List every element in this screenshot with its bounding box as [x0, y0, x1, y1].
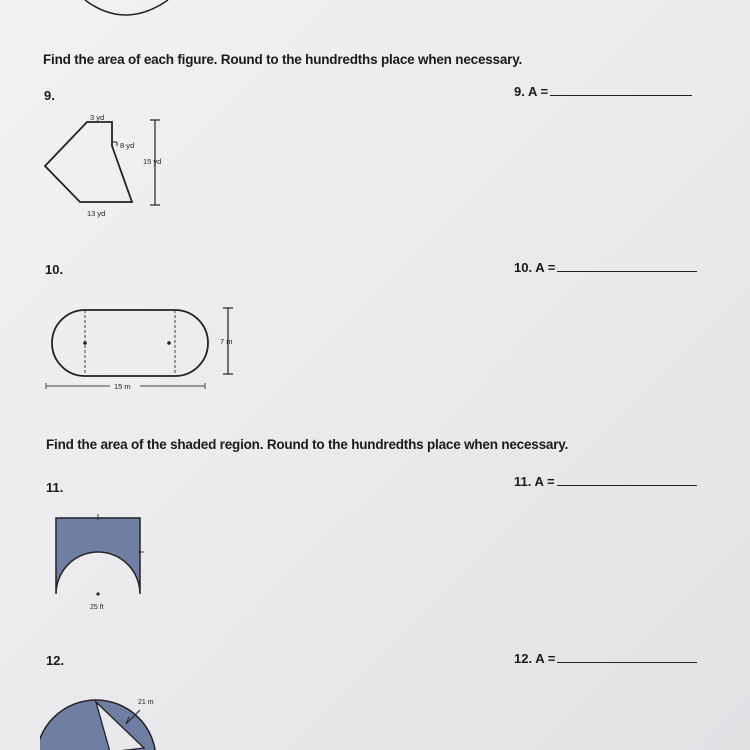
- problem-12-radius-label: 21 m: [138, 699, 154, 706]
- problem-12-number: 12.: [46, 653, 65, 668]
- problem-10-figure: [40, 296, 250, 396]
- problem-9-figure: [40, 108, 190, 226]
- problem-12-figure: [40, 690, 180, 750]
- problem-10-answer-label: 10. A =: [514, 260, 556, 275]
- problem-10-height-label: 7 m: [220, 337, 233, 346]
- problem-9-bottom-label: 13 yd: [87, 209, 106, 218]
- problem-11-answer: [514, 474, 697, 489]
- problem-9-number: 9.: [44, 88, 55, 103]
- problem-11-number: 11.: [46, 480, 64, 495]
- problem-9-inner-label: 8 yd: [120, 141, 135, 150]
- problem-10-answer-blank[interactable]: [557, 271, 697, 272]
- problem-9-answer-blank[interactable]: [550, 95, 692, 96]
- problem-12-answer-blank[interactable]: [557, 662, 697, 663]
- problem-9-top-label: 3 yd: [90, 113, 105, 122]
- problem-11-answer-label: 11. A =: [514, 474, 555, 489]
- problem-9-height-label: 15 yd: [143, 157, 162, 166]
- problem-9-answer-label: 9. A =: [514, 84, 549, 99]
- problem-10-number: 10.: [45, 262, 64, 277]
- problem-11-answer-blank[interactable]: [557, 485, 697, 486]
- problem-12-answer: [514, 651, 697, 666]
- section1-instruction: Find the area of each figure. Round to the hundredths place when necessary.: [43, 52, 523, 67]
- previous-figure-fragment: [60, 0, 200, 30]
- section2-instruction: Find the area of the shaded region. Round to the hundredths place when necessary.: [46, 437, 569, 452]
- problem-11-base-label: 25 ft: [90, 604, 104, 611]
- problem-10-length-label: 15 m: [114, 382, 131, 391]
- problem-9-answer: [514, 84, 692, 99]
- problem-11-figure: [50, 510, 150, 615]
- problem-10-answer: [514, 260, 697, 275]
- problem-12-answer-label: 12. A =: [514, 651, 556, 666]
